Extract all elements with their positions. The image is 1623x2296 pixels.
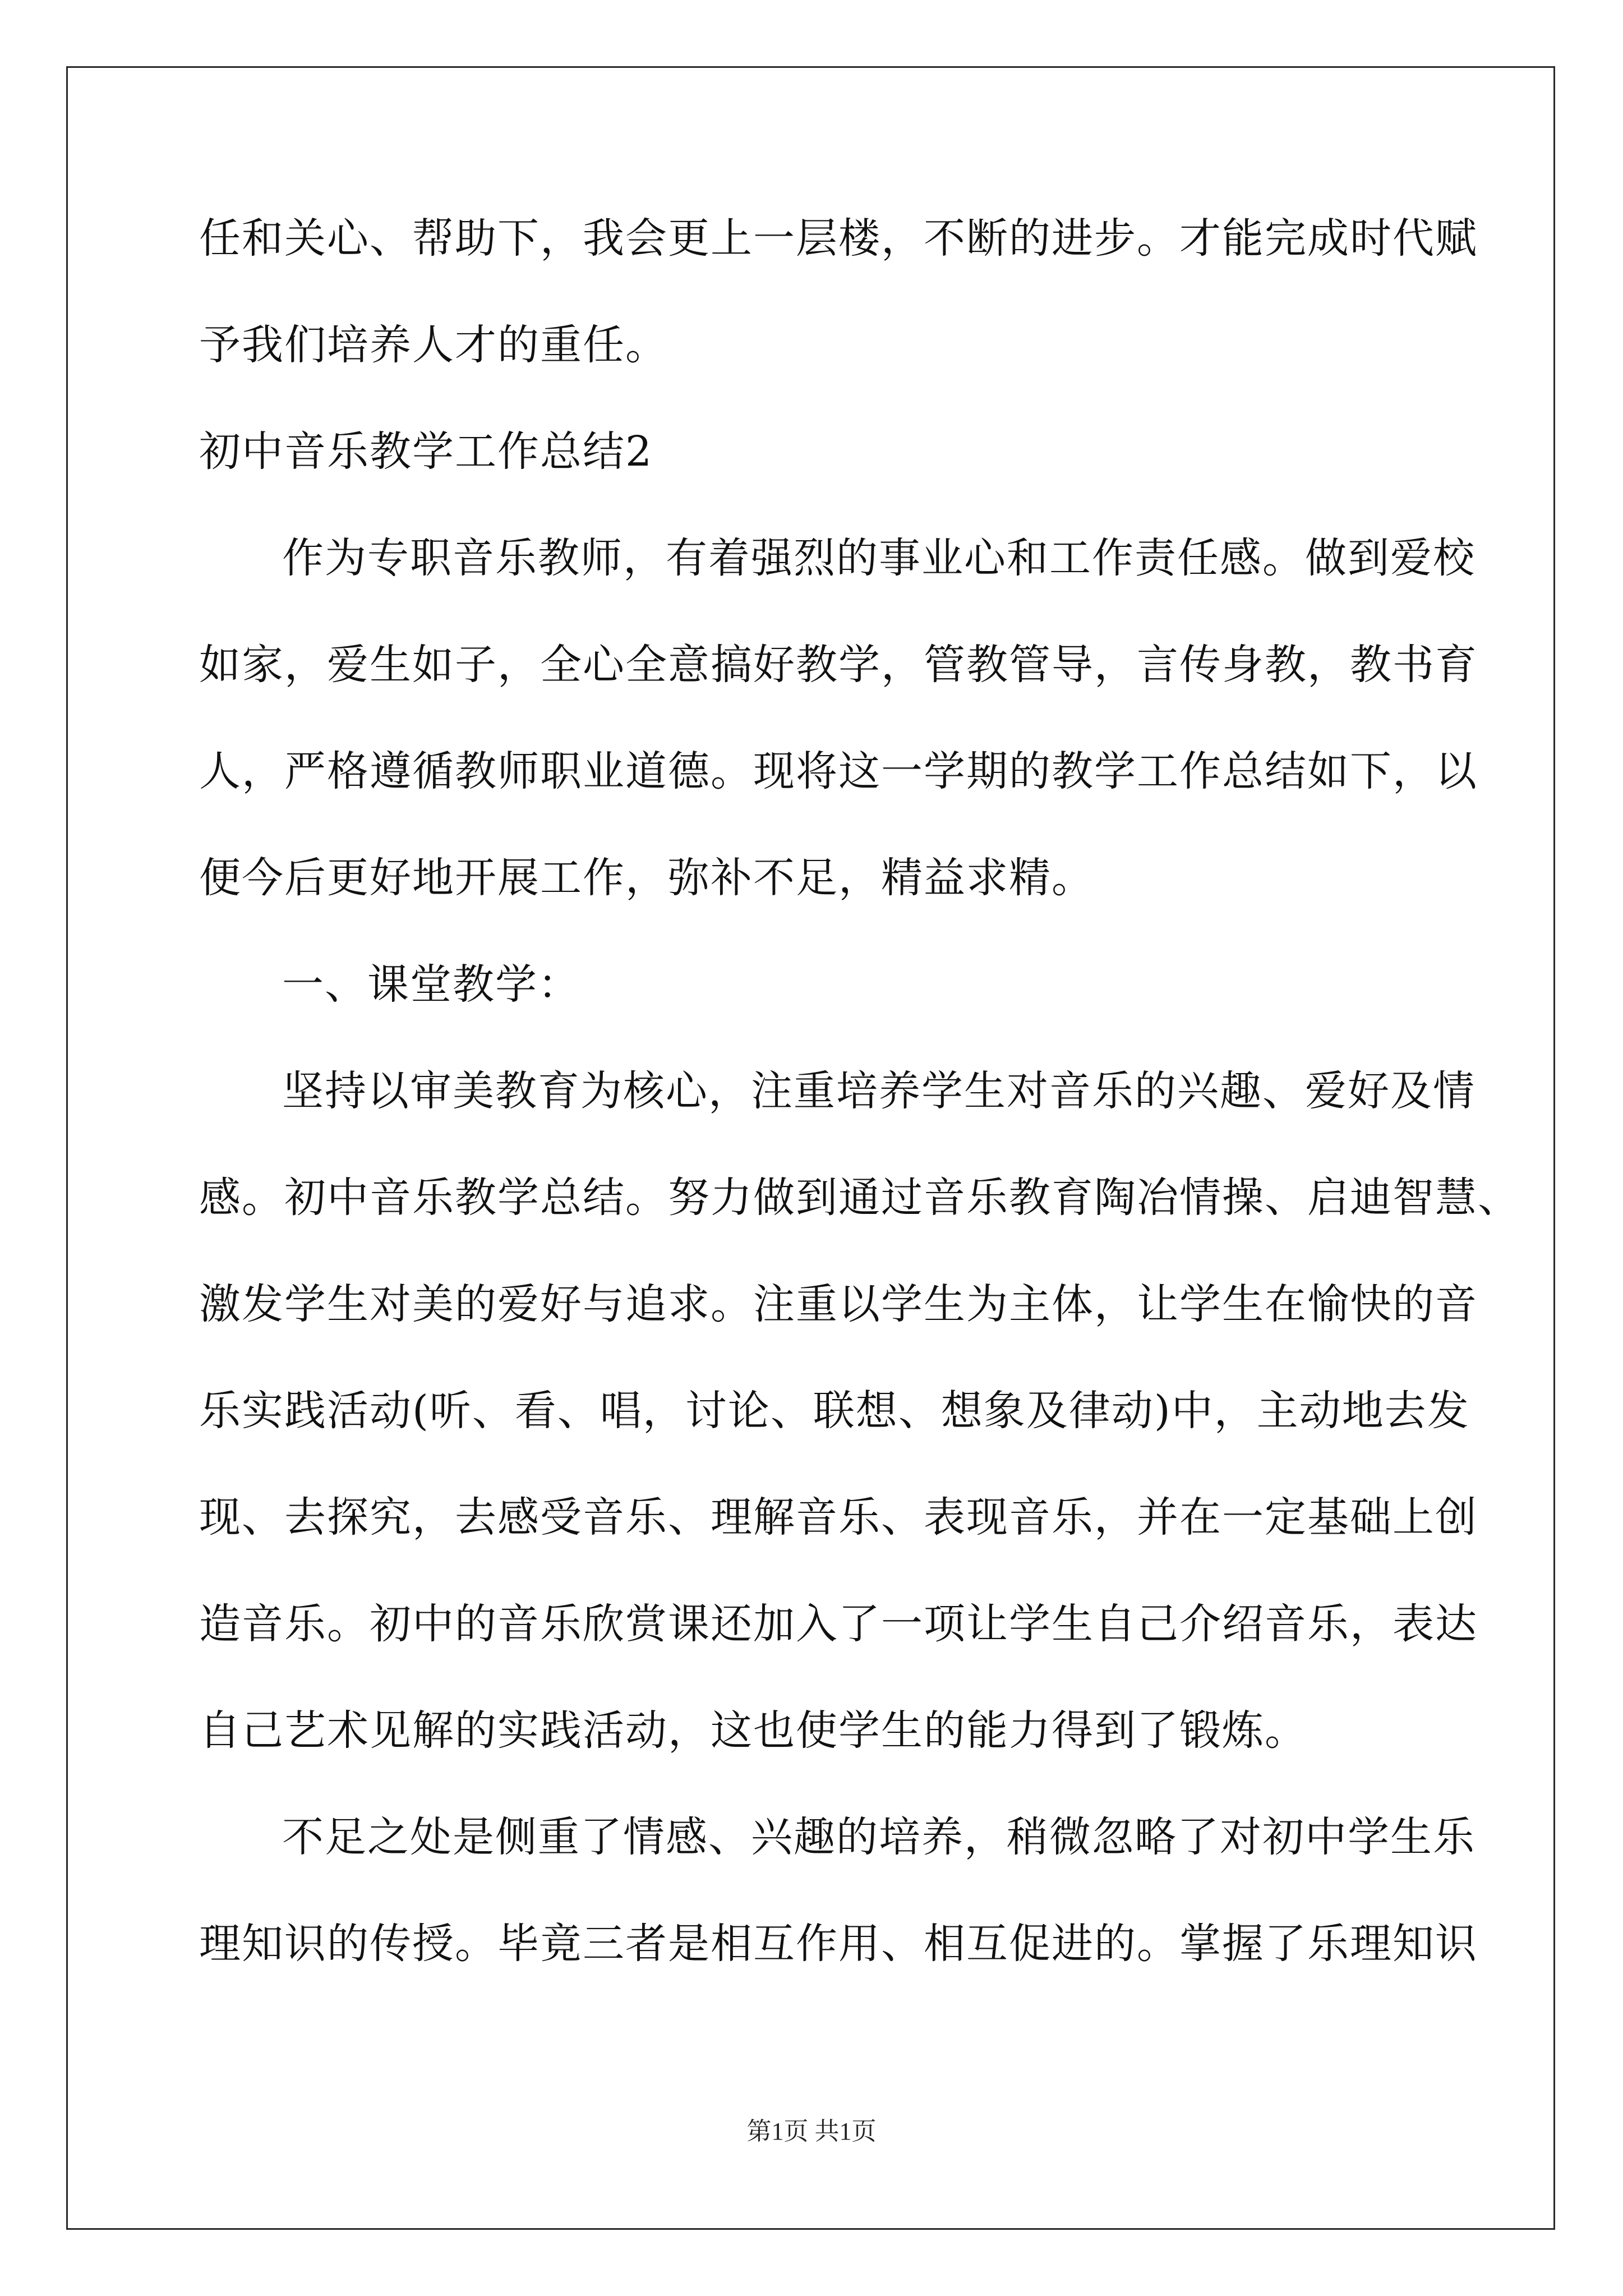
text-line: 自己艺术见解的实践活动，这也使学生的能力得到了锻炼。 (199, 1706, 1307, 1755)
text-line: 激发学生对美的爱好与追求。注重以学生为主体，让学生在愉快的音 (199, 1280, 1478, 1328)
text-line: 任和关心、帮助下，我会更上一层楼，不断的进步。才能完成时代赋 (199, 214, 1478, 263)
text-line: 现、去探究，去感受音乐、理解音乐、表现音乐，并在一定基础上创 (199, 1493, 1478, 1542)
text-line: 造音乐。初中的音乐欣赏课还加入了一项让学生自己介绍音乐，表达 (199, 1600, 1478, 1648)
text-line: 人，严格遵循教师职业道德。现将这一学期的教学工作总结如下，以 (199, 747, 1478, 795)
subsection-heading: 一、课堂教学： (282, 960, 580, 1009)
page-border (66, 66, 1555, 2230)
text-line: 作为专职音乐教师，有着强烈的事业心和工作责任感。做到爱校 (282, 534, 1476, 582)
text-line: 如家，爱生如子，全心全意搞好教学，管教管导，言传身教，教书育 (199, 641, 1478, 689)
text-line: 不足之处是侧重了情感、兴趣的培养，稍微忽略了对初中学生乐 (282, 1813, 1476, 1861)
section-heading: 初中音乐教学工作总结2 (199, 427, 653, 476)
text-line: 坚持以审美教育为核心，注重培养学生对音乐的兴趣、爱好及情 (282, 1067, 1476, 1115)
text-line: 便今后更好地开展工作，弥补不足，精益求精。 (199, 854, 1094, 902)
page-footer: 第1页 共1页 (746, 2118, 877, 2145)
text-line: 感。初中音乐教学总结。努力做到通过音乐教育陶冶情操、启迪智慧、 (199, 1174, 1520, 1222)
text-line: 理知识的传授。毕竟三者是相互作用、相互促进的。掌握了乐理知识 (199, 1920, 1478, 1968)
text-line: 乐实践活动(听、看、唱，讨论、联想、想象及律动)中，主动地去发 (199, 1387, 1470, 1435)
text-line: 予我们培养人才的重任。 (199, 321, 668, 369)
